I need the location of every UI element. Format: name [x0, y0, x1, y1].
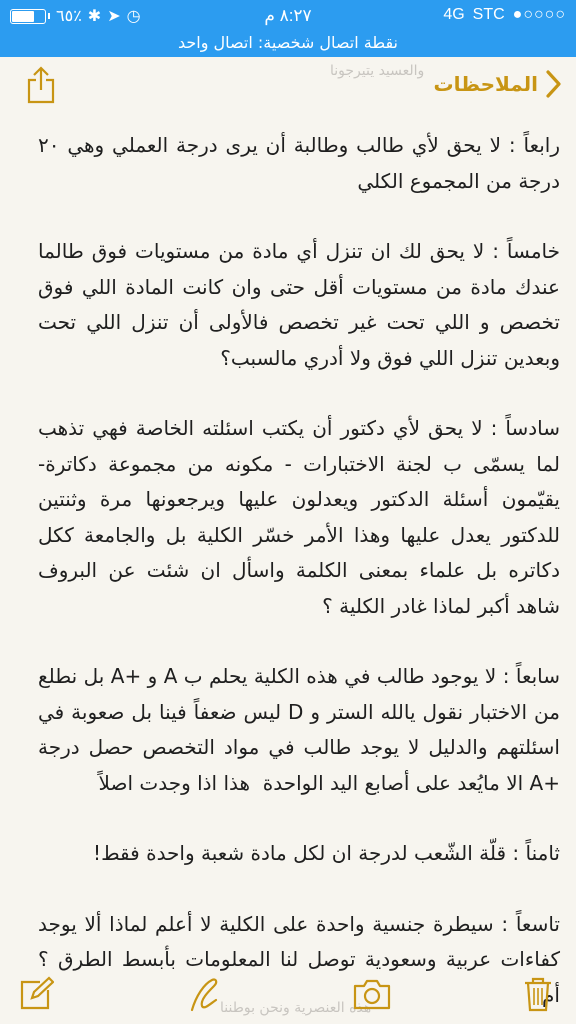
note-paragraph: رابعاً : لا يحق لأي طالب وطالبة أن يرى درجة العملي وهي ٢٠ درجة من المجموع الكلي — [31, 133, 560, 193]
bluetooth-icon: ✱ — [87, 8, 102, 25]
battery-percent: ٦٥٪ — [56, 8, 82, 25]
carrier-name: STC — [472, 6, 505, 23]
alarm-icon: ◷ — [126, 8, 141, 25]
nav-bar — [0, 57, 576, 117]
back-button[interactable] — [434, 69, 562, 99]
note-paragraph: ثامناً : قلّة الشّعب لدرجة ان لكل مادة شعبة واحدة فقط! — [93, 841, 560, 865]
compose-icon[interactable] — [18, 976, 54, 1012]
hotspot-banner[interactable]: نقطة اتصال شخصية: اتصال واحد — [0, 31, 576, 57]
status-time: ٨:٢٧ م — [264, 6, 312, 25]
status-bar — [0, 0, 576, 31]
back-label: الملاحظات — [433, 72, 538, 96]
note-body[interactable] — [31, 128, 561, 1013]
note-paragraph: خامساً : لا يحق لك ان تنزل أي مادة من مستويات فوق طالما عندك مادة من مستويات أقل حتى وان كانت المادة اللي فوق تخصص و اللي تحت غير تخصص فالأولى أن تنزل اللي تحت وبعدين تنزل اللي فوق ولا أدري مالسبب؟ — [31, 239, 560, 370]
back-chevron-icon — [544, 69, 562, 99]
location-icon: ➤ — [107, 8, 121, 25]
network-type: 4G — [443, 6, 465, 23]
sketch-icon[interactable] — [186, 976, 222, 1012]
trash-icon[interactable] — [520, 976, 556, 1012]
bottom-toolbar — [0, 964, 576, 1024]
note-paragraph: سابعاً : لا يوجود طالب في هذه الكلية يحلم ب A و +A بل نطلع من الاختبار نقول يالله الستر و D ليس ضعفاً فينا بل صعوبة في اسئلتهم والدليل لا يوجد طالب في مواد التخصص حصل درجة +A الا مايُعد على أصابع اليد الواحدة هذا اذا وجدت اصلاً — [31, 664, 561, 795]
share-icon[interactable] — [26, 65, 56, 105]
signal-icon: ●○○○○ — [512, 6, 566, 23]
camera-icon[interactable] — [352, 976, 392, 1012]
note-paragraph: سادساً : لا يحق لأي دكتور أن يكتب اسئلته الخاصة فهي تذهب لما يسمّى ب لجنة الاختبارات - مكونه من مجموعة دكاترة- يقيّمون أسئلة الدكتور ويعدلون عليها ويرجعونها مرة وثنتين للدكتور يعدل عليها وهذا الأمر خسّر الكلية بل والجامعة ككل دكاتره بل علماء بمعنى الكلمة واسأل ان شئت عن البروف شاهد أكبر لماذا غادر الكلية ؟ — [31, 416, 560, 618]
bleed-through-text: هذه العنصرية ونحن بوطننا — [220, 1000, 372, 1016]
status-right — [443, 6, 566, 24]
note-paragraph: تاسعاً : سيطرة جنسية واحدة على الكلية لا أعلم لماذا ألا يوجد كفاءات عربية وسعودية توصل لنا المعلومات بأبسط الطرق ؟ أم — [31, 911, 560, 1007]
bleed-through-text: والعسيد يتيرجونا — [330, 63, 425, 79]
